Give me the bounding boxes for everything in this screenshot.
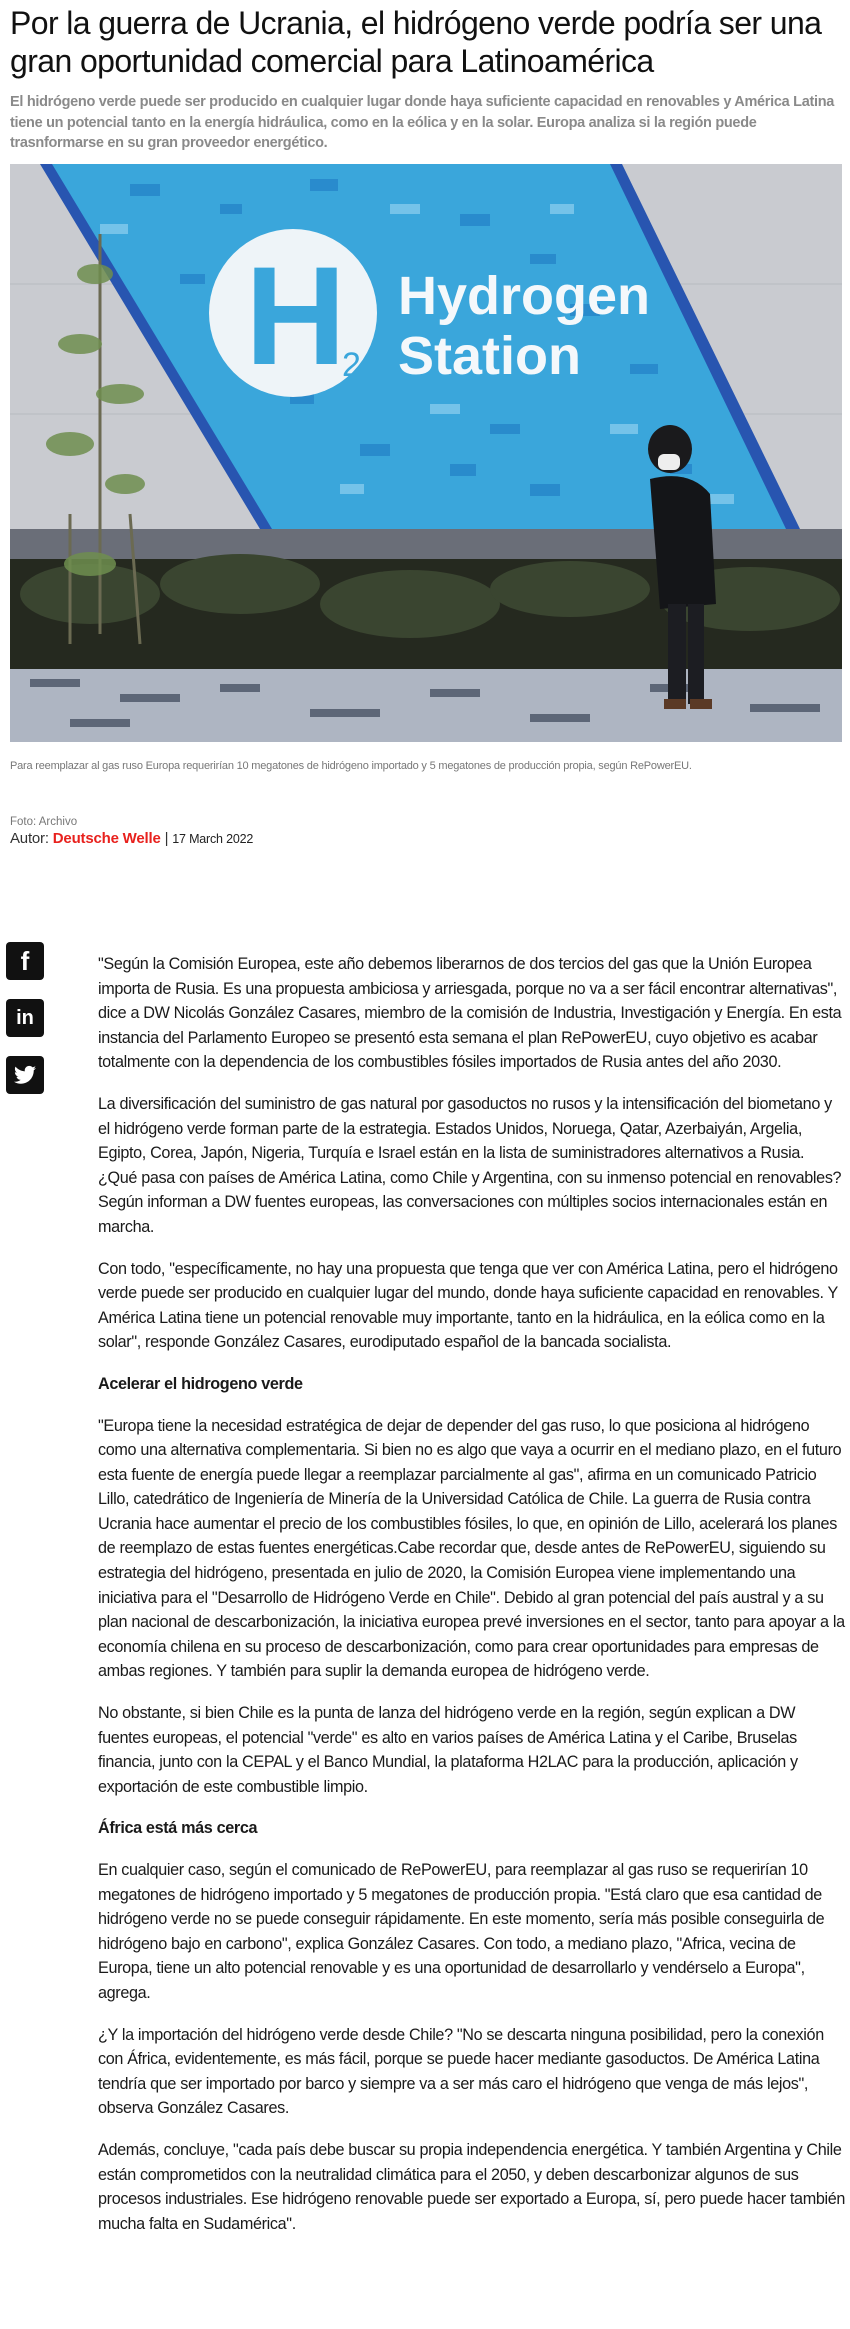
image-caption: Para reemplazar al gas ruso Europa requerirían 10 megatones de hidrógeno importado y 5 megatones de producción propia, según RePowerEU. (10, 760, 692, 772)
article-body (98, 952, 846, 2253)
publish-date: 17 March 2022 (172, 832, 254, 846)
photo-credit: Foto: Archivo (10, 816, 78, 828)
paragraph: "Según la Comisión Europea, este año debemos liberarnos de dos tercios del gas que la Unión Europea importa de Rusia. Es una propuesta ambiciosa y arriesgada, porque no va a ser fácil encontrar alternativas", dice a DW Nicolás González Casares, miembro de la comisión de Industria, Investigación y Energía. En esta instancia del Parlamento Europeo se presentó esta semana el plan RePowerEU, cuyo objetivo es acabar totalmente con la dependencia de los combustibles fósiles importados de Rusia antes del año 2030. (98, 955, 842, 1072)
section-heading: África está más cerca (98, 1819, 258, 1838)
share-facebook-button[interactable] (6, 942, 44, 980)
sign-line2: Station (398, 326, 581, 386)
paragraph: En cualquier caso, según el comunicado de RePowerEU, para reemplazar al gas ruso se requerirían 10 megatones de hidrógeno importado y 5 megatones de producción propia. "Está claro que esa cantidad de hidrógeno verde no se puede conseguir rápidamente. En este momento, sería más posible conseguirla de hidrógeno bajo en carbono", explica González Casares. Con todo, a mediano plazo, "Africa, vecina de Europa, tiene un alto potencial renovable y es una oportunidad de desarrollarlo y vendérselo a Europa", agrega. (98, 1861, 825, 2002)
paragraph: ¿Y la importación del hidrógeno verde desde Chile? "No se descarta ninguna posibilidad, pero la conexión con África, evidentemente, es más fácil, porque se puede hacer mediante gasoductos. De América Latina tendría que ser importado por barco y siempre va a ser más caro el hidrógeno que venga de más lejos", observa González Casares. (98, 2025, 824, 2118)
article-subtitle: El hidrógeno verde puede ser producido en cualquier lugar donde haya suficiente capacidad en renovables y América Latina tiene un potencial tanto en la energía hidráulica, como en la eólica y en la solar. Europa analiza si la región puede trasnformarse en su gran proveedor energético. (10, 94, 835, 151)
paragraph: La diversificación del suministro de gas natural por gasoductos no rusos y la intensificación del biometano y el hidrógeno verde forman parte de la estrategia. Estados Unidos, Noruega, Qatar, Azerbaiyán, Argelia, Egipto, Corea, Japón, Nigeria, Turquía e Israel están en la lista de suministradores alternativos a Rusia. ¿Qué pasa con países de América Latina, como Chile y Argentina, con su inmenso potencial en renovables? Según informan a DW fuentes europeas, las conversaciones con múltiples socios internacionales están en marcha. (98, 1094, 842, 1236)
sign-sub: 2 (342, 346, 361, 384)
share-linkedin-button[interactable] (6, 999, 44, 1037)
paragraph: Con todo, "específicamente, no hay una propuesta que tenga que ver con América Latina, pero el hidrógeno verde puede ser producido en cualquier lugar del mundo, donde haya suficiente capacidad en renovables. Y América Latina tiene un potencial renovable muy importante, tanto en la hidráulica, en la eólica como en la solar", responde González Casares, eurodiputado español de la bancada socialista. (98, 1259, 838, 1352)
paragraph: Además, concluye, "cada país debe buscar su propia independencia energética. Y también Argentina y Chile están comprometidos con la neutralidad climática para el 2050, y deben descarbonizar algunos de sus procesos industriales. Ese hidrógeno renovable puede ser exportado a Europa, sí, pero puede hacer también mucha falta en Sudamérica". (98, 2140, 846, 2233)
sign-line1: Hydrogen (398, 266, 651, 326)
sign-h: H (245, 237, 347, 394)
share-twitter-button[interactable] (6, 1056, 44, 1094)
section-heading: Acelerar el hidrogeno verde (98, 1374, 303, 1393)
author-label: Autor: (10, 830, 49, 847)
twitter-icon (14, 1065, 36, 1085)
paragraph: "Europa tiene la necesidad estratégica de dejar de depender del gas ruso, lo que posiciona al hidrógeno como una alternativa complementaria. Si bien no es algo que vaya a ocurrir en el mediano plazo, en el futuro esta fuente de energía puede llegar a reemplazar parcialmente al gas", afirma en un comunicado Patricio Lillo, catedrático de Ingeniería de Minería de la Universidad Católica de Chile. La guerra de Rusia contra Ucrania hace aumentar el precio de los combustibles fósiles, lo que, en opinión de Lillo, acelerará los planes de reemplazo de estas fuentes energéticas.Cabe recordar que, desde antes de RePowerEU, siguiendo su estrategia del hidrógeno, presentada en julio de 2020, la Comisión Europea viene implementando una iniciativa para el "Desarrollo de Hidrógeno Verde en Chile". Debido al gran potencial del país austral y a su plan nacional de descarbonización, la iniciativa europea prevé inversiones en el sector, tanto para apoyar a la economía chilena en su proceso de descarbonización, como para crear oportunidades para empresas de ambas regiones. Y también para suplir la demanda europea de hidrógeno verde. (98, 1416, 845, 1681)
byline (10, 830, 253, 847)
author-link[interactable]: Deutsche Welle (52, 830, 161, 847)
byline-separator: | (164, 830, 169, 847)
linkedin-icon: in (16, 1006, 34, 1029)
paragraph: No obstante, si bien Chile es la punta de lanza del hidrógeno verde en la región, según explican a DW fuentes europeas, el potencial "verde" es alto en varios países de América Latina y el Caribe, Bruselas financia, junto con la CEPAL y el Banco Mundial, la plataforma H2LAC para la producción, aplicación y exportación de este combustible limpio. (98, 1704, 798, 1796)
hero-image (10, 164, 842, 742)
article-title: Por la guerra de Ucrania, el hidrógeno verde podría ser una gran oportunidad comercial para Latinoamérica (10, 5, 822, 79)
facebook-icon: f (20, 945, 30, 976)
